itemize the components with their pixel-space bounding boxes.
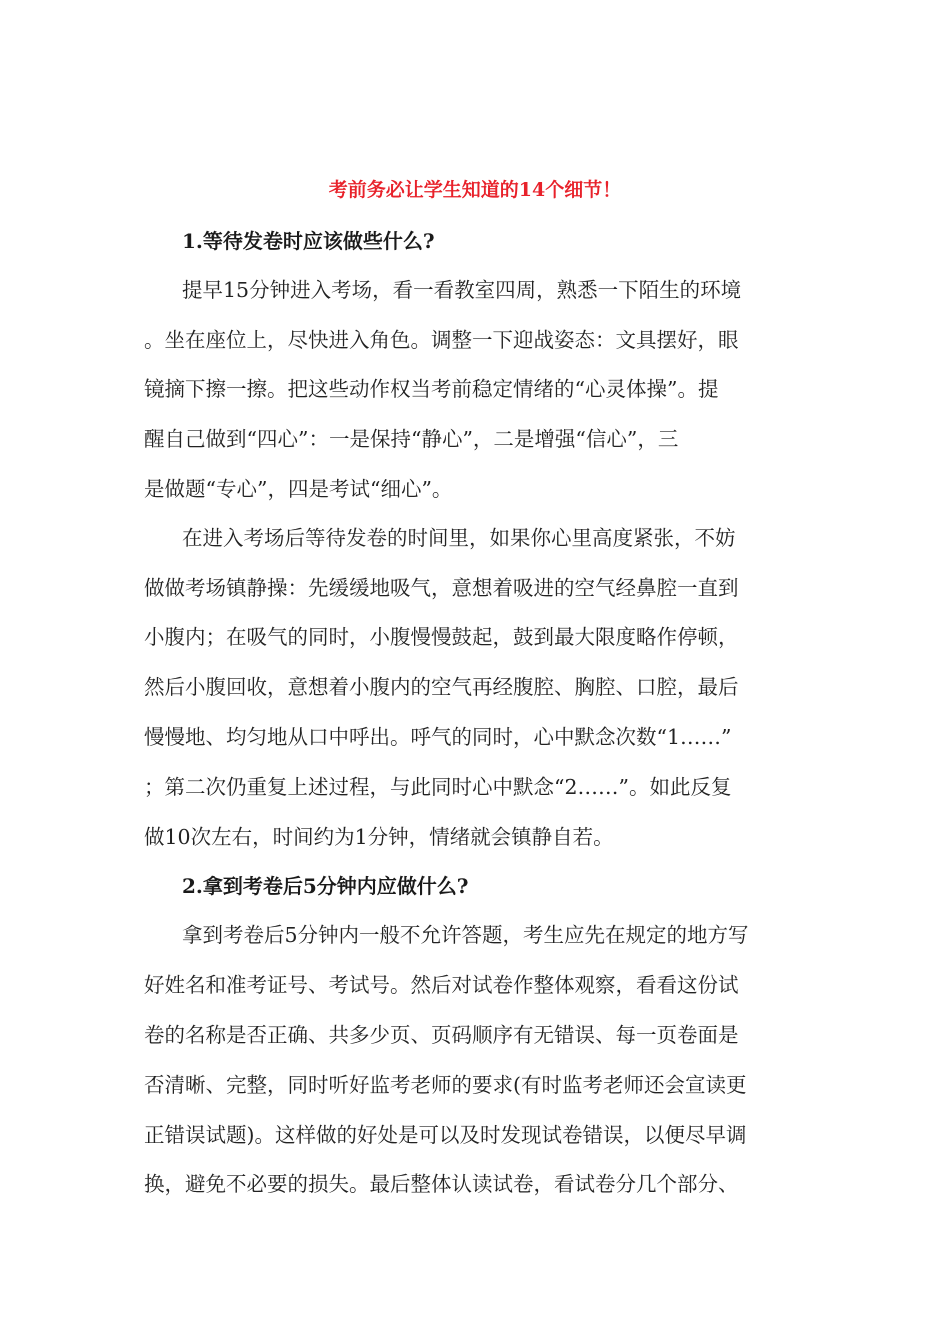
- paragraph-line: ；第二次仍重复上述过程，与此同时心中默念“2……”。如此反复: [144, 775, 732, 799]
- document-title: 考前务必让学生知道的14个细节！: [328, 179, 622, 201]
- paragraph-line: 提早15分钟进入考场，看一看教室四周，熟悉一下陌生的环境: [182, 278, 742, 302]
- paragraph-line: 是做题“专心”，四是考试“细心”。: [144, 477, 453, 501]
- section-heading: 2.拿到考卷后5分钟内应做什么?: [182, 874, 469, 898]
- section-heading: 1.等待发卷时应该做些什么?: [182, 229, 435, 253]
- paragraph-line: 慢慢地、均匀地从口中呼出。呼气的同时，心中默念次数“1……”: [144, 725, 732, 749]
- paragraph-line: 做做考场镇静操：先缓缓地吸气，意想着吸进的空气经鼻腔一直到: [144, 576, 739, 600]
- paragraph-line: 在进入考场后等待发卷的时间里，如果你心里高度紧张，不妨: [182, 526, 736, 550]
- paragraph-line: 卷的名称是否正确、共多少页、页码顺序有无错误、每一页卷面是: [144, 1023, 739, 1047]
- paragraph-line: 做10次左右，时间约为1分钟，情绪就会镇静自若。: [144, 825, 614, 849]
- paragraph-line: 换，避免不必要的损失。最后整体认读试卷，看试卷分几个部分、: [144, 1172, 739, 1196]
- paragraph-line: 正错误试题)。这样做的好处是可以及时发现试卷错误，以便尽早调: [144, 1123, 747, 1147]
- paragraph-line: 小腹内；在吸气的同时，小腹慢慢鼓起，鼓到最大限度略作停顿，: [144, 625, 739, 649]
- paragraph-line: 醒自己做到“四心”：一是保持“静心”，二是增强“信心”，三: [144, 427, 679, 451]
- paragraph-line: 。坐在座位上，尽快进入角色。调整一下迎战姿态：文具摆好，眼: [144, 328, 739, 352]
- paragraph-line: 镜摘下擦一擦。把这些动作权当考前稳定情绪的“心灵体操”。提: [144, 377, 719, 401]
- paragraph-line: 拿到考卷后5分钟内一般不允许答题，考生应先在规定的地方写: [182, 923, 749, 947]
- paragraph-line: 然后小腹回收，意想着小腹内的空气再经腹腔、胸腔、口腔，最后: [144, 675, 739, 699]
- paragraph-line: 否清晰、完整，同时听好监考老师的要求(有时监考老师还会宣读更: [144, 1073, 747, 1097]
- paragraph-line: 好姓名和准考证号、考试号。然后对试卷作整体观察，看看这份试: [144, 973, 739, 997]
